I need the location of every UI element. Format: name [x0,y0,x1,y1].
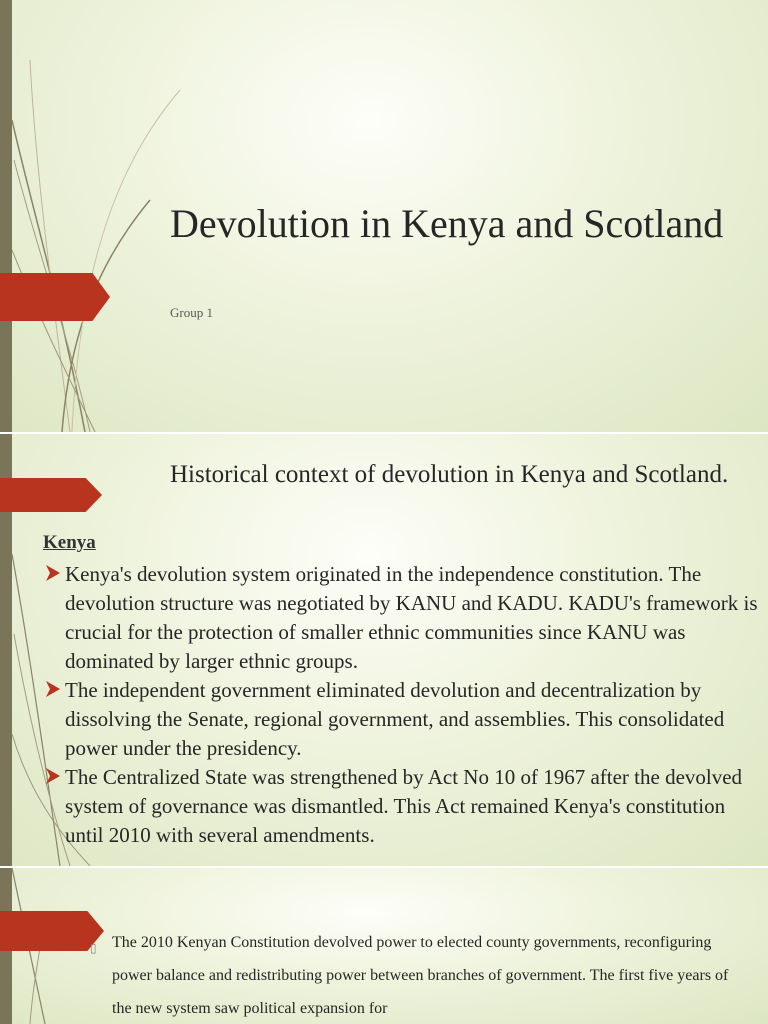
bullet-text: The 2010 Kenyan Constitution devolved power to elected county governments, reconfiguring power balance and redistributing power between branches of government. The first five years of the new system saw political expansion for [112,934,729,1017]
list-item [88,926,748,1024]
slide-1 [0,0,768,432]
bullet-list [44,560,764,850]
arrow-bullet-icon [44,678,62,700]
arrow-bullet-icon [44,765,62,787]
slide-1-subtitle: Group 1 [170,305,213,320]
bullet-list [88,926,748,1024]
arrow-bullet-icon [44,562,62,584]
list-item [44,763,764,850]
title-accent-tab [0,273,110,321]
bullet-text: The independent government eliminated devolution and decentralization by dissolving the Senate, regional government, and assemblies. This consolidated power under the presidency. [65,678,725,760]
bullet-text: Kenya's devolution system originated in the independence constitution. The devolution structure was negotiated by KANU and KADU. KADU's framework is crucial for the protection of smaller ethnic communities since KANU was dominated by larger ethnic groups. [65,562,758,673]
slide-3 [0,868,768,1024]
list-item [44,676,764,763]
title-accent-tab [0,478,102,512]
section-heading-kenya: Kenya [43,532,96,553]
slide-2-title: Historical context of devolution in Kenya and Scotland. [170,461,729,488]
square-bullet-icon: ▯ [90,941,97,955]
bullet-text: The Centralized State was strengthened by Act No 10 of 1967 after the devolved system of governance was dismantled. This Act remained Kenya's constitution until 2010 with several amendments. [65,765,743,847]
slide-2 [0,434,768,866]
list-item [44,560,764,676]
slide-1-title: Devolution in Kenya and Scotland [170,201,724,246]
